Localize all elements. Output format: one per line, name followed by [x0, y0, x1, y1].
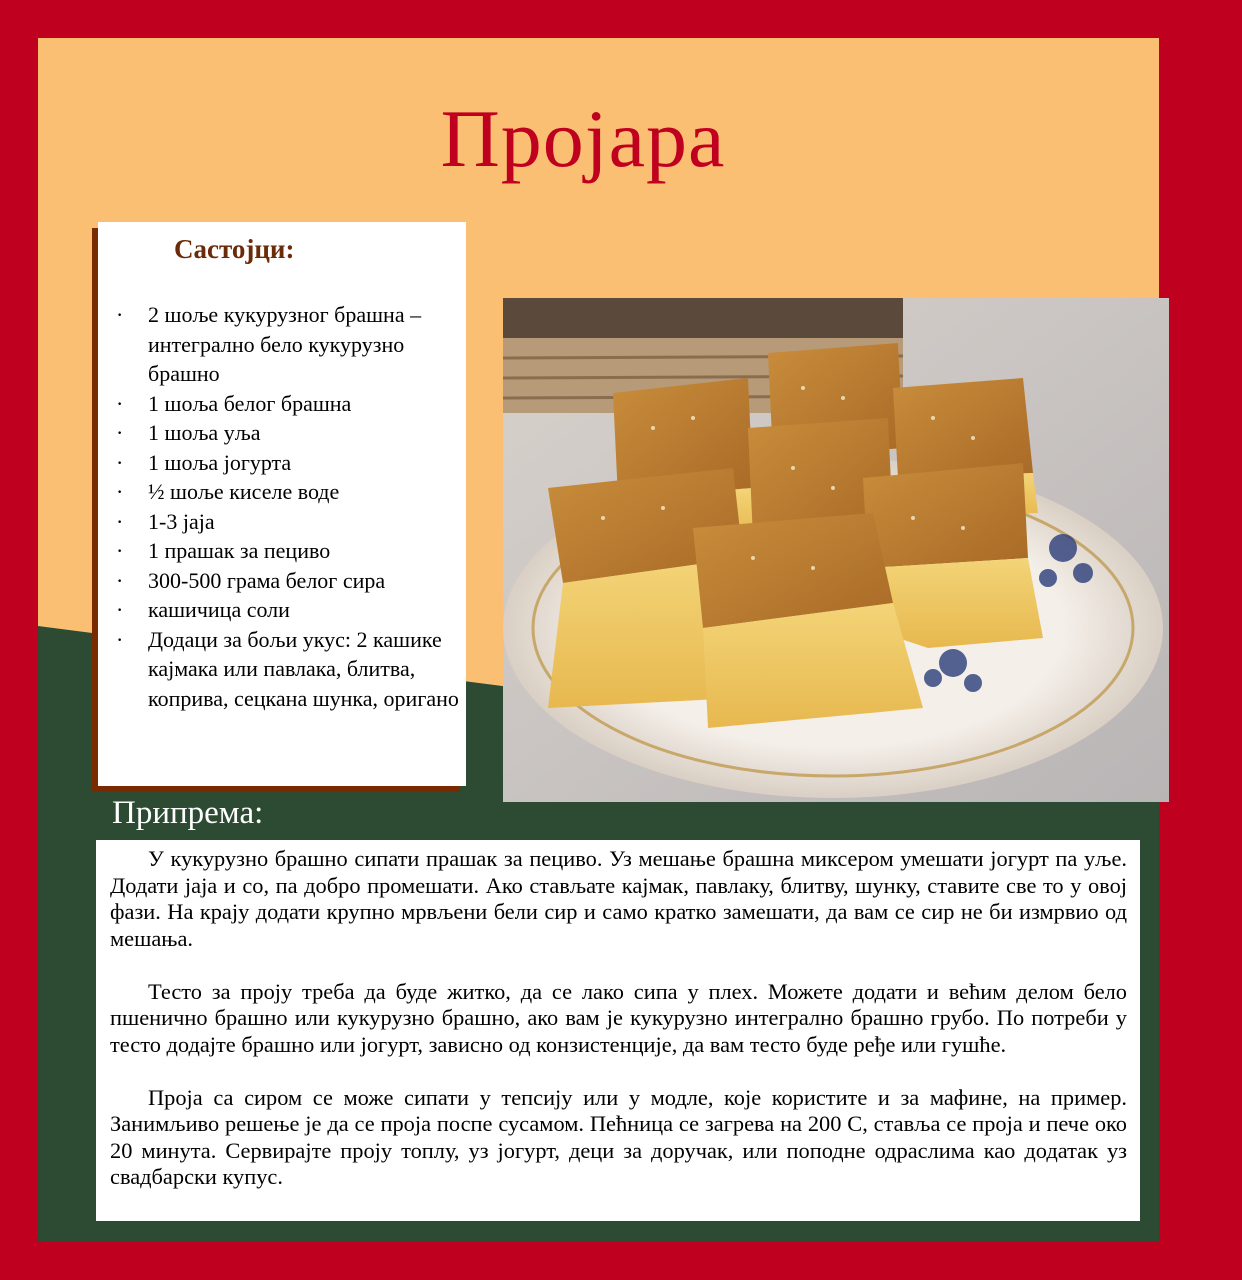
bullet: ·: [116, 597, 124, 622]
bullet: ·: [116, 302, 124, 327]
preparation-paragraph: Тесто за проју треба да буде житко, да се лако сипа у плех. Можете додати и већим делом бело пшенично брашно или кукурузно брашно, ако вам је кукурузно интегрално брашно грубо. По потреби у тесто додајте брашно или јогурт, зависно од конзистенције, да вам тесто буде ређе или гушће.: [110, 978, 1127, 1057]
ingredient-item: · 300-500 грама белог сира: [114, 566, 459, 596]
ingredient-item: · 1 прашак за пециво: [114, 536, 459, 566]
food-photo: [503, 298, 1169, 802]
ingredient-item: · Додаци за бољи укус: 2 кашике кајмака или павлака, блитва, коприва, сецкана шунка, оригано: [116, 626, 459, 711]
ingredient-item: · кашичица соли: [114, 595, 459, 625]
bullet: ·: [116, 538, 124, 563]
preparation-paragraph: Проја са сиром се може сипати у тепсију или у модле, које користите и за мафине, на пример. Занимљиво решење је да се проја поспе сусамом. Пећница се загрева на 200 С, ставља се проја и пече око 20 минута. Сервирајте проју топлу, уз јогурт, деци за доручак, или поподне одраслима као додатак уз свадбарски купус.: [110, 1084, 1127, 1189]
ingredient-item: · 1-3 јаја: [114, 507, 459, 537]
bullet: ·: [116, 390, 124, 416]
preparation-heading: Припрема:: [112, 795, 264, 831]
bullet: ·: [116, 626, 124, 652]
bullet: ·: [116, 508, 124, 534]
ingredients-list: [114, 300, 459, 713]
preparation-text: [96, 840, 1140, 1221]
ingredients-heading: Састојци:: [174, 234, 295, 264]
bullet: ·: [116, 420, 124, 445]
page-title: Пројара: [440, 93, 726, 184]
bullet: ·: [116, 449, 124, 475]
preparation-paragraph: У кукурузно брашно сипати прашак за пециво. Уз мешање брашна миксером умешати јогурт па уље. Додати јаја и со, па добро промешати. Ако стављате кајмак, павлаку, блитву, шунку, ставите све то у овој фази. На крају додати крупно мрвљени бели сир и само кратко замешати, да вам се сир не би измрвио од мешања.: [110, 846, 1127, 951]
ingredient-item: · ½ шоље киселе воде: [114, 477, 459, 507]
ingredients-card: [98, 222, 466, 786]
ingredient-item: · 1 шоља белог брашна: [114, 389, 459, 419]
ingredient-item: · 2 шоље кукурузног брашна – интегрално бело кукурузно брашно: [116, 302, 422, 386]
bullet: ·: [116, 567, 124, 593]
bullet: ·: [116, 479, 124, 504]
ingredient-item: · 1 шоља јогурта: [114, 448, 459, 478]
ingredient-item: · 1 шоља уља: [114, 418, 459, 448]
